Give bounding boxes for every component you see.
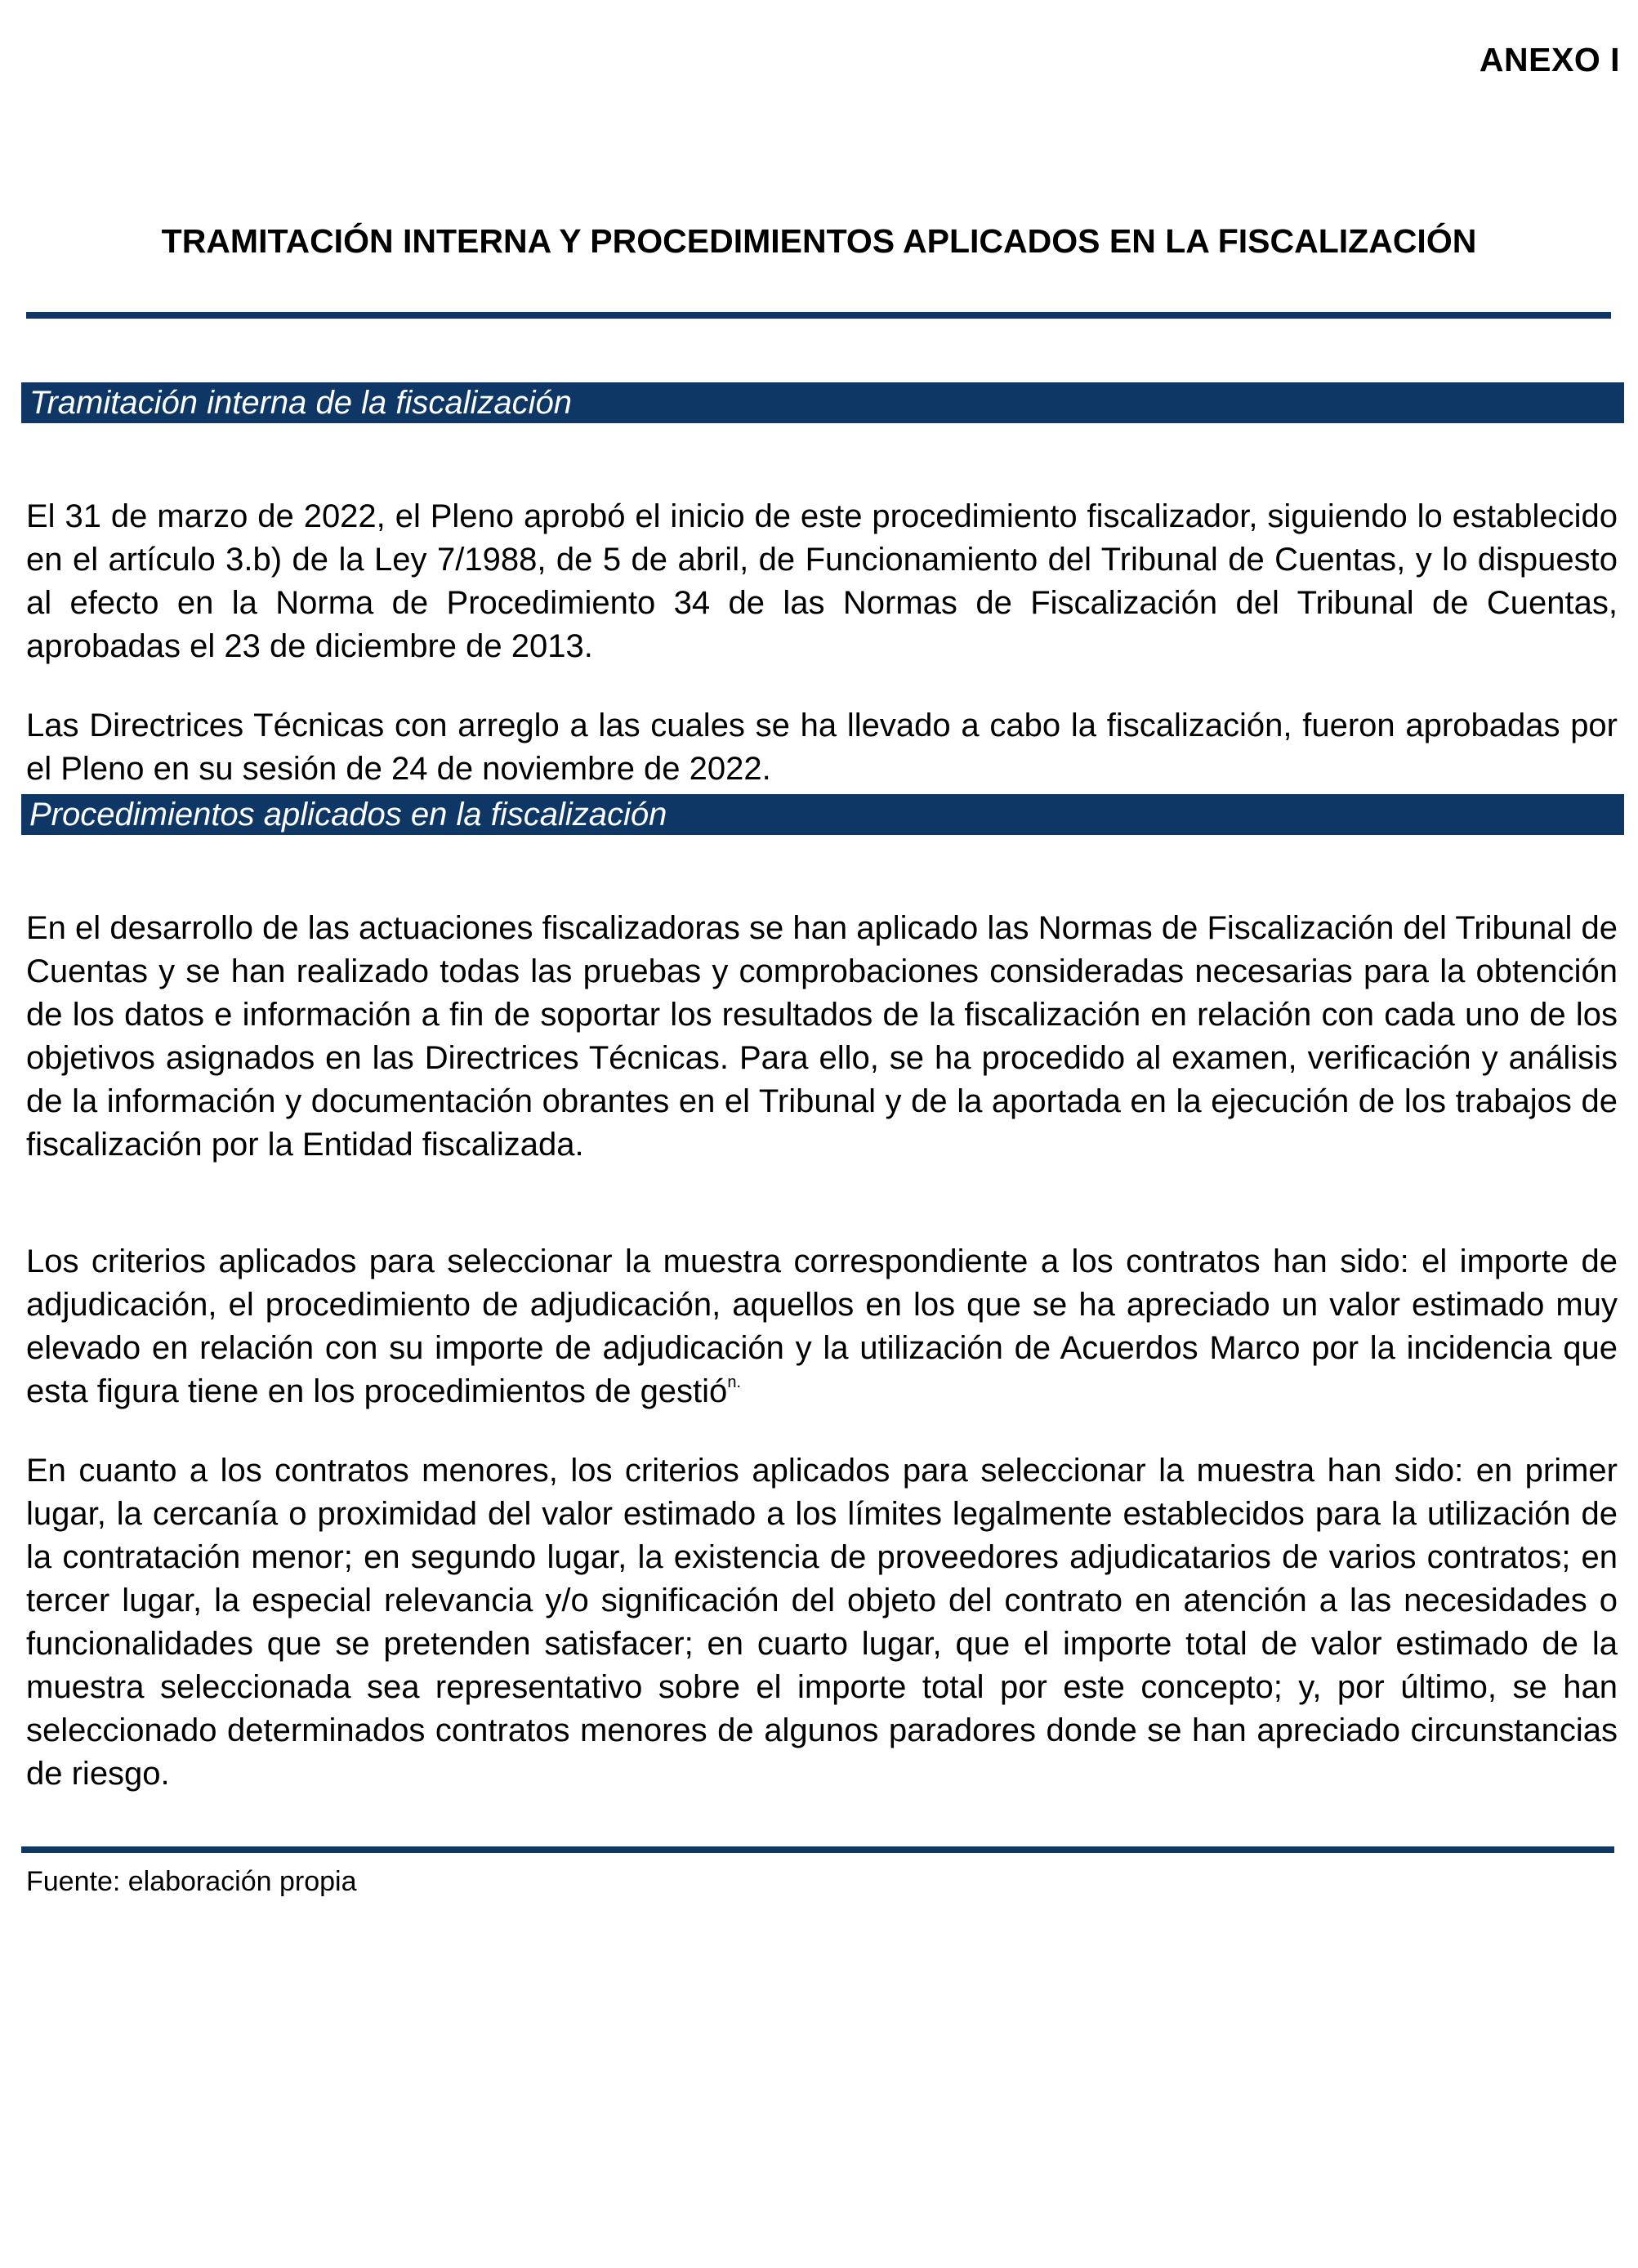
- source-note: Fuente: elaboración propia: [26, 1866, 357, 1897]
- paragraph-with-superscript: [26, 1240, 1618, 1413]
- section-heading-procedures-applied: Procedimientos aplicados en la fiscalización: [21, 794, 1624, 835]
- paragraph: En el desarrollo de las actuaciones fiscalizadoras se han aplicado las Normas de Fiscalización del Tribunal de Cuentas y se han realizado todas las pruebas y comprobaciones consideradas necesarias para la obtención de los datos e información a fin de soportar los resultados de la fiscalización en relación con cada uno de los objetivos asignados en las Directrices Técnicas. Para ello, se ha procedido al examen, verificación y análisis de la información y documentación obrantes en el Tribunal y de la aportada en la ejecución de los trabajos de fiscalización por la Entidad fiscalizada.: [26, 910, 1618, 1163]
- section-heading-internal-processing: Tramitación interna de la fiscalización: [21, 382, 1624, 423]
- footer-divider: [21, 1846, 1614, 1853]
- paragraph-text: Los criterios aplicados para seleccionar la muestra correspondiente a los contratos han sido: el importe de adjudicación, el procedimiento de adjudicación, aquellos en los que se ha apreciado un valor estimado muy elevado en relación con su importe de adjudicación y la utilización de Acuerdos Marco por la incidencia que esta figura tiene en los procedimientos de gestió: [26, 1243, 1618, 1409]
- paragraph: El 31 de marzo de 2022, el Pleno aprobó el inicio de este procedimiento fiscalizador, siguiendo lo establecido en el artículo 3.b) de la Ley 7/1988, de 5 de abril, de Funcionamiento del Tribunal de Cuentas, y lo dispuesto al efecto en la Norma de Procedimiento 34 de las Normas de Fiscalización del Tribunal de Cuentas, aprobadas el 23 de diciembre de 2013.: [26, 498, 1618, 664]
- paragraph: Las Directrices Técnicas con arreglo a las cuales se ha llevado a cabo la fiscalización, fueron aprobadas por el Pleno en su sesión de 24 de noviembre de 2022.: [26, 708, 1618, 787]
- superscript-mark: n.: [727, 1373, 741, 1391]
- annex-label: ANEXO I: [1479, 41, 1620, 78]
- paragraph: En cuanto a los contratos menores, los criterios aplicados para seleccionar la muestra han sido: en primer lugar, la cercanía o proximidad del valor estimado a los límites legalmente establecidos para la utilización de la contratación menor; en segundo lugar, la existencia de proveedores adjudicatarios de varios contratos; en tercer lugar, la especial relevancia y/o significación del objeto del contrato en atención a las necesidades o funcionalidades que se pretenden satisfacer; en cuarto lugar, que el importe total de valor estimado de la muestra seleccionada sea representativo sobre el importe total por este concepto; y, por último, se han seleccionado determinados contratos menores de algunos paradores donde se han apreciado circunstancias de riesgo.: [26, 1453, 1618, 1792]
- title-divider: [26, 312, 1611, 319]
- page-title: TRAMITACIÓN INTERNA Y PROCEDIMIENTOS APLICADOS EN LA FISCALIZACIÓN: [161, 222, 1477, 260]
